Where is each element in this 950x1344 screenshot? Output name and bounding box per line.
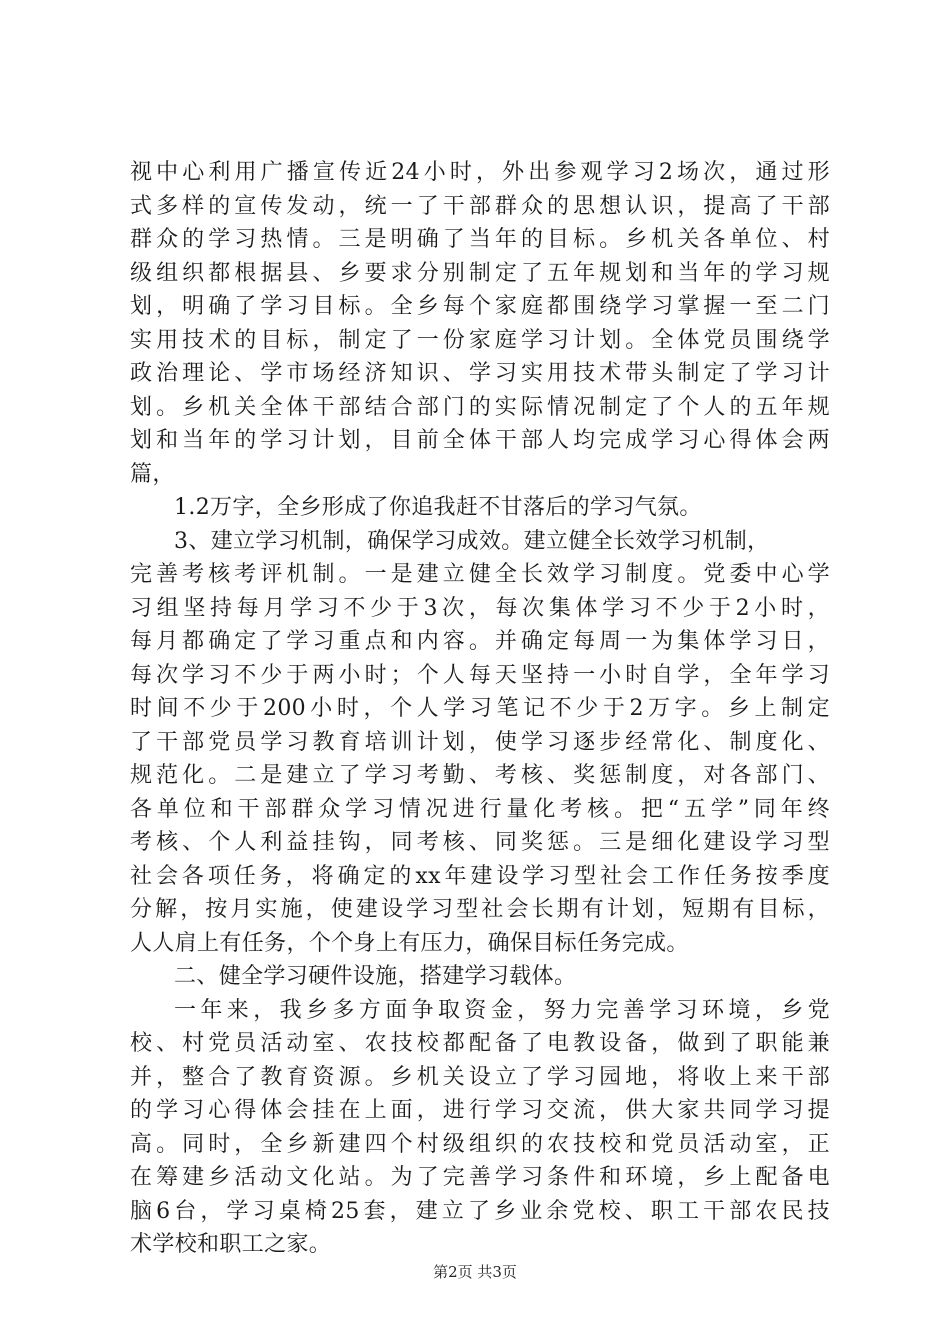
text-line: 考核、个人利益挂钩，同考核、同奖惩。三是细化建设学习型 xyxy=(130,830,830,855)
text-line: 1.2万字，全乡形成了你追我赶不甘落后的学习气氛。 xyxy=(174,495,702,520)
text-line: 式多样的宣传发动，统一了干部群众的思想认识，提高了干部 xyxy=(130,193,830,219)
text-line: 篇， xyxy=(130,461,175,487)
section-heading: 二、健全学习硬件设施，搭建学习载体。 xyxy=(174,964,577,989)
text-line: 政治理论、学市场经济知识、学习实用技术带头制定了学习计 xyxy=(130,361,830,386)
text-line: 各单位和干部群众学习情况进行量化考核。把“五学”同年终 xyxy=(130,796,830,822)
text-line: 每次学习不少于两小时；个人每天坚持一小时自学，全年学习 xyxy=(130,662,830,688)
text-line: 校、村党员活动室、农技校都配备了电教设备，做到了职能兼 xyxy=(130,1031,830,1056)
text-line: 社会各项任务，将确定的xx年建设学习型社会工作任务按季度 xyxy=(130,863,830,889)
text-line: 在筹建乡活动文化站。为了完善学习条件和环境，乡上配备电 xyxy=(130,1165,830,1190)
text-line: 群众的学习热情。三是明确了当年的目标。乡机关各单位、村 xyxy=(130,227,830,252)
text-line: 的学习心得体会挂在上面，进行学习交流，供大家共同学习提 xyxy=(130,1098,830,1123)
text-line: 视中心利用广播宣传近24小时，外出参观学习2场次，通过形 xyxy=(130,160,830,185)
text-line: 一年来，我乡多方面争取资金，努力完善学习环境，乡党 xyxy=(174,997,830,1023)
page-number-footer: 第2页 共3页 xyxy=(433,1263,517,1281)
text-line: 时间不少于200小时，个人学习笔记不少于2万字。乡上制定 xyxy=(130,696,830,721)
text-line: 级组织都根据县、乡要求分别制定了五年规划和当年的学习规 xyxy=(130,260,830,286)
text-line: 划，明确了学习目标。全乡每个家庭都围绕学习掌握一至二门 xyxy=(130,294,830,319)
text-line: 划和当年的学习计划，目前全体干部人均完成学习心得体会两 xyxy=(130,428,830,453)
text-line: 并，整合了教育资源。乡机关设立了学习园地，将收上来干部 xyxy=(130,1064,830,1090)
text-line: 习组坚持每月学习不少于3次，每次集体学习不少于2小时， xyxy=(130,595,830,621)
body-text xyxy=(130,156,830,1262)
text-line: 实用技术的目标，制定了一份家庭学习计划。全体党员围绕学 xyxy=(130,327,830,353)
text-line: 脑6台，学习桌椅25套，建立了乡业余党校、职工干部农民技 xyxy=(130,1198,830,1224)
text-line: 人人肩上有任务，个个身上有压力，确保目标任务完成。 xyxy=(130,930,689,956)
text-line: 分解，按月实施，使建设学习型社会长期有计划，短期有目标， xyxy=(130,897,830,922)
text-line: 高。同时，全乡新建四个村级组织的农技校和党员活动室，正 xyxy=(130,1131,830,1157)
text-line: 3、建立学习机制，确保学习成效。建立健全长效学习机制， xyxy=(174,528,770,554)
text-line: 了干部党员学习教育培训计划，使学习逐步经常化、制度化、 xyxy=(130,729,830,755)
text-line: 术学校和职工之家。 xyxy=(130,1232,332,1257)
text-line: 划。乡机关全体干部结合部门的实际情况制定了个人的五年规 xyxy=(130,394,830,420)
text-line: 每月都确定了学习重点和内容。并确定每周一为集体学习日， xyxy=(130,629,830,654)
text-line: 规范化。二是建立了学习考勤、考核、奖惩制度，对各部门、 xyxy=(130,763,830,788)
text-line: 完善考核考评机制。一是建立健全长效学习制度。党委中心学 xyxy=(130,562,830,587)
